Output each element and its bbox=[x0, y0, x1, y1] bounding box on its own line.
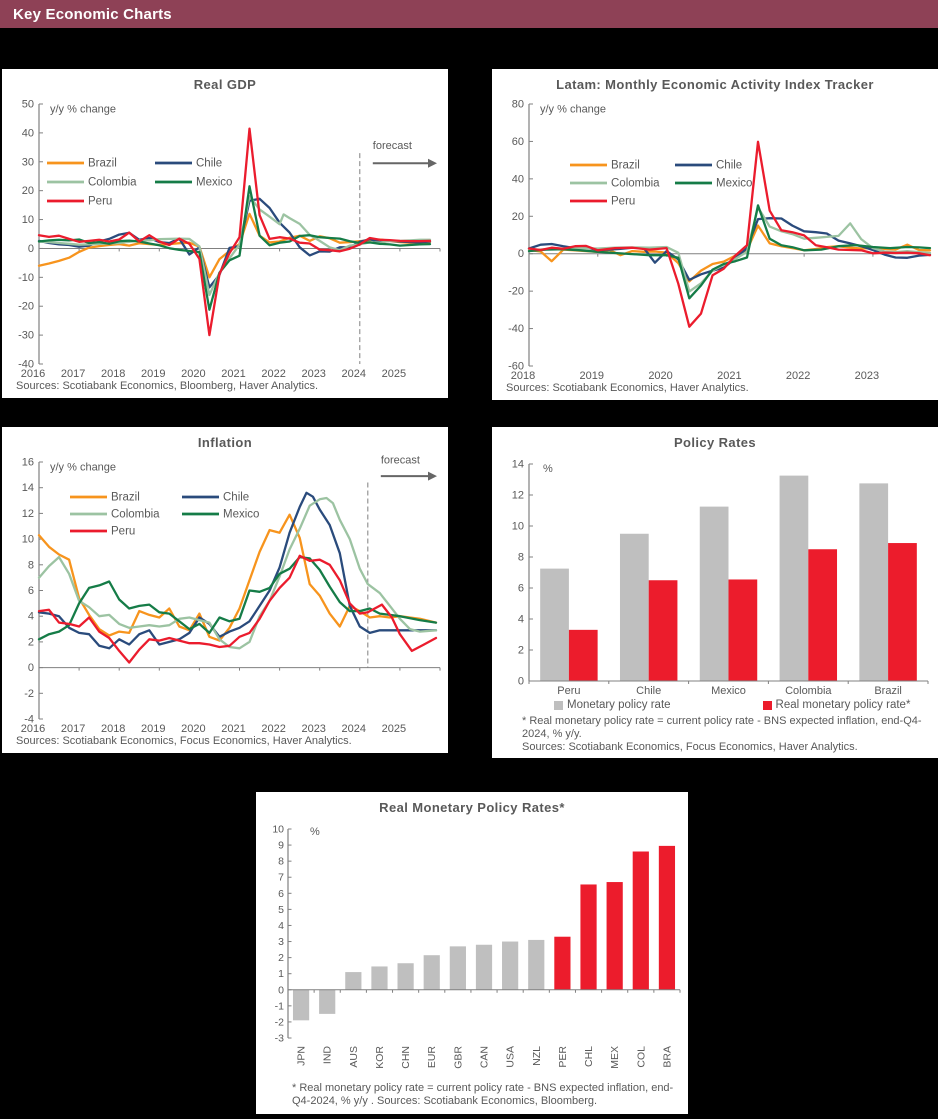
svg-text:2025: 2025 bbox=[381, 368, 407, 380]
policy-rates-footnote: * Real monetary policy rate = current policy rate - BNS expected inflation, end-Q4-2024, % y/y. bbox=[522, 715, 922, 740]
legend-item bbox=[554, 699, 671, 711]
real-gdp-chart bbox=[2, 94, 448, 380]
svg-text:2021: 2021 bbox=[221, 723, 246, 735]
svg-text:GBR: GBR bbox=[452, 1046, 465, 1069]
svg-text:80: 80 bbox=[511, 98, 524, 111]
svg-text:40: 40 bbox=[511, 173, 524, 186]
svg-text:30: 30 bbox=[21, 156, 34, 169]
svg-text:Peru: Peru bbox=[88, 195, 113, 208]
svg-text:Chile: Chile bbox=[196, 157, 223, 170]
real-gdp-panel bbox=[2, 69, 448, 398]
svg-text:2018: 2018 bbox=[100, 723, 126, 735]
legend-label: Real monetary policy rate* bbox=[775, 699, 911, 711]
real-gdp-sources: Sources: Scotiabank Economics, Bloomberg, Haver Analytics. bbox=[16, 380, 319, 392]
svg-text:-2: -2 bbox=[274, 1016, 284, 1029]
svg-text:-20: -20 bbox=[18, 300, 34, 313]
svg-text:2020: 2020 bbox=[648, 370, 673, 382]
svg-text:5: 5 bbox=[278, 903, 284, 916]
svg-text:4: 4 bbox=[278, 919, 284, 932]
svg-text:2016: 2016 bbox=[20, 723, 46, 735]
svg-text:Mexico: Mexico bbox=[223, 508, 260, 521]
svg-text:20: 20 bbox=[511, 210, 524, 223]
svg-text:10: 10 bbox=[21, 214, 34, 227]
svg-text:-40: -40 bbox=[508, 323, 524, 336]
legend-swatch bbox=[763, 701, 772, 710]
latam-activity-title: Latam: Monthly Economic Activity Index Tracker bbox=[556, 77, 874, 92]
real-monetary-policy-rates-panel bbox=[256, 792, 688, 1114]
svg-text:0: 0 bbox=[27, 662, 34, 675]
svg-text:Peru: Peru bbox=[557, 685, 581, 697]
inflation-chart bbox=[2, 452, 448, 735]
inflation-panel bbox=[2, 427, 448, 753]
svg-text:14: 14 bbox=[511, 458, 524, 471]
svg-text:Brazil: Brazil bbox=[874, 685, 902, 697]
svg-text:0: 0 bbox=[278, 984, 284, 997]
svg-text:40: 40 bbox=[21, 127, 34, 140]
svg-text:2016: 2016 bbox=[20, 368, 46, 380]
real-gdp-title: Real GDP bbox=[193, 77, 257, 92]
svg-text:Brazil: Brazil bbox=[88, 157, 117, 170]
svg-text:2019: 2019 bbox=[579, 370, 605, 382]
svg-text:2024: 2024 bbox=[341, 723, 367, 735]
svg-text:Colombia: Colombia bbox=[785, 685, 832, 697]
svg-text:0: 0 bbox=[517, 675, 524, 688]
svg-text:2021: 2021 bbox=[717, 370, 742, 382]
svg-text:KOR: KOR bbox=[374, 1046, 386, 1069]
svg-text:-30: -30 bbox=[18, 329, 34, 342]
svg-text:2017: 2017 bbox=[60, 723, 86, 735]
policy-rates-title: Policy Rates bbox=[673, 435, 757, 450]
svg-text:0: 0 bbox=[27, 242, 34, 255]
svg-text:AUS: AUS bbox=[347, 1046, 360, 1068]
real-monetary-policy-rates-footnote: * Real monetary policy rate = current policy rate - BNS expected inflation, end-Q4-2024, % y/y . Sources: Scotiabank Economics, Bloomberg. bbox=[292, 1082, 674, 1107]
svg-text:2020: 2020 bbox=[181, 368, 206, 380]
svg-text:12: 12 bbox=[21, 507, 34, 520]
svg-text:2: 2 bbox=[278, 952, 284, 965]
svg-text:%: % bbox=[543, 463, 553, 475]
page-title: Key Economic Charts bbox=[13, 5, 172, 23]
inflation-sources: Sources: Scotiabank Economics, Focus Economics, Haver Analytics. bbox=[16, 735, 352, 747]
svg-text:2018: 2018 bbox=[510, 370, 536, 382]
svg-text:60: 60 bbox=[511, 135, 524, 148]
svg-text:Colombia: Colombia bbox=[111, 508, 160, 521]
svg-text:-60: -60 bbox=[508, 360, 524, 373]
svg-text:2023: 2023 bbox=[301, 368, 326, 380]
svg-text:2019: 2019 bbox=[141, 368, 166, 380]
svg-text:2018: 2018 bbox=[100, 368, 126, 380]
svg-text:MEX: MEX bbox=[609, 1046, 622, 1069]
svg-text:USA: USA bbox=[504, 1046, 517, 1068]
svg-text:20: 20 bbox=[21, 185, 34, 198]
svg-text:Colombia: Colombia bbox=[88, 176, 137, 189]
svg-text:forecast: forecast bbox=[380, 454, 420, 467]
latam-activity-panel bbox=[492, 69, 938, 400]
svg-text:IND: IND bbox=[321, 1046, 334, 1065]
svg-text:10: 10 bbox=[511, 520, 524, 533]
svg-text:BRA: BRA bbox=[661, 1046, 674, 1068]
svg-text:JPN: JPN bbox=[295, 1046, 308, 1066]
svg-text:2022: 2022 bbox=[261, 723, 286, 735]
svg-text:-4: -4 bbox=[24, 713, 34, 726]
policy-rates-sources: Sources: Scotiabank Economics, Focus Economics, Haver Analytics. bbox=[522, 741, 858, 753]
svg-text:4: 4 bbox=[517, 613, 524, 626]
svg-text:-2: -2 bbox=[24, 687, 34, 700]
real-monetary-policy-rates-title: Real Monetary Policy Rates* bbox=[379, 800, 565, 815]
svg-text:Brazil: Brazil bbox=[111, 491, 140, 504]
svg-text:10: 10 bbox=[272, 823, 284, 836]
real-monetary-policy-rates-chart bbox=[256, 817, 688, 1080]
svg-text:2025: 2025 bbox=[381, 723, 407, 735]
svg-text:2017: 2017 bbox=[60, 368, 86, 380]
svg-text:2019: 2019 bbox=[141, 723, 166, 735]
legend-label: Monetary policy rate bbox=[567, 699, 671, 711]
policy-rates-panel bbox=[492, 427, 938, 758]
svg-text:2022: 2022 bbox=[785, 370, 811, 382]
svg-text:16: 16 bbox=[21, 456, 34, 469]
page-header bbox=[0, 0, 938, 28]
svg-text:CAN: CAN bbox=[478, 1046, 491, 1069]
svg-text:COL: COL bbox=[635, 1046, 648, 1068]
policy-rates-chart bbox=[492, 452, 938, 697]
svg-text:1: 1 bbox=[278, 968, 284, 981]
inflation-title: Inflation bbox=[197, 435, 253, 450]
latam-activity-sources: Sources: Scotiabank Economics, Haver Analytics. bbox=[506, 382, 749, 394]
svg-text:Peru: Peru bbox=[611, 195, 636, 208]
svg-text:Chile: Chile bbox=[223, 491, 250, 504]
svg-text:8: 8 bbox=[278, 855, 284, 868]
svg-text:Chile: Chile bbox=[636, 685, 662, 697]
svg-text:NZL: NZL bbox=[530, 1046, 543, 1066]
svg-text:Mexico: Mexico bbox=[716, 177, 753, 190]
svg-text:4: 4 bbox=[27, 610, 34, 623]
svg-text:Colombia: Colombia bbox=[611, 177, 660, 190]
svg-text:14: 14 bbox=[21, 482, 34, 495]
svg-text:-20: -20 bbox=[508, 285, 524, 298]
svg-text:PER: PER bbox=[556, 1046, 569, 1068]
svg-text:CHN: CHN bbox=[400, 1046, 413, 1069]
svg-text:-40: -40 bbox=[18, 358, 34, 371]
svg-text:0: 0 bbox=[517, 248, 524, 261]
svg-text:-1: -1 bbox=[274, 1000, 284, 1013]
svg-text:-3: -3 bbox=[274, 1032, 284, 1045]
svg-text:2020: 2020 bbox=[181, 723, 206, 735]
legend-swatch bbox=[554, 701, 563, 710]
svg-text:8: 8 bbox=[517, 551, 524, 564]
svg-text:y/y % change: y/y % change bbox=[540, 103, 607, 116]
latam-activity-chart bbox=[492, 94, 938, 382]
svg-text:12: 12 bbox=[511, 489, 524, 502]
svg-text:EUR: EUR bbox=[426, 1046, 439, 1069]
svg-text:Chile: Chile bbox=[716, 159, 743, 172]
svg-text:2024: 2024 bbox=[341, 368, 367, 380]
svg-text:2: 2 bbox=[517, 644, 524, 657]
svg-text:10: 10 bbox=[21, 533, 34, 546]
svg-text:-10: -10 bbox=[18, 271, 34, 284]
svg-text:Mexico: Mexico bbox=[196, 176, 233, 189]
svg-text:%: % bbox=[310, 826, 320, 838]
svg-text:Brazil: Brazil bbox=[611, 159, 640, 172]
svg-text:9: 9 bbox=[278, 839, 284, 852]
svg-text:7: 7 bbox=[278, 871, 284, 884]
svg-text:3: 3 bbox=[278, 936, 284, 949]
svg-text:6: 6 bbox=[278, 887, 284, 900]
svg-text:50: 50 bbox=[21, 98, 34, 111]
svg-text:6: 6 bbox=[27, 585, 34, 597]
svg-text:2021: 2021 bbox=[221, 368, 246, 380]
svg-text:Peru: Peru bbox=[111, 525, 136, 538]
svg-text:2023: 2023 bbox=[854, 370, 880, 382]
svg-text:2: 2 bbox=[27, 636, 34, 649]
svg-text:y/y % change: y/y % change bbox=[50, 103, 117, 116]
svg-text:Mexico: Mexico bbox=[711, 685, 746, 697]
svg-text:2023: 2023 bbox=[301, 723, 326, 735]
svg-text:CHL: CHL bbox=[583, 1046, 595, 1068]
legend-item bbox=[763, 699, 911, 711]
svg-text:y/y % change: y/y % change bbox=[50, 461, 117, 474]
svg-text:6: 6 bbox=[517, 582, 524, 595]
svg-text:8: 8 bbox=[27, 559, 34, 572]
policy-rates-legend bbox=[492, 697, 938, 713]
svg-text:forecast: forecast bbox=[372, 139, 412, 152]
svg-text:2022: 2022 bbox=[261, 368, 286, 380]
